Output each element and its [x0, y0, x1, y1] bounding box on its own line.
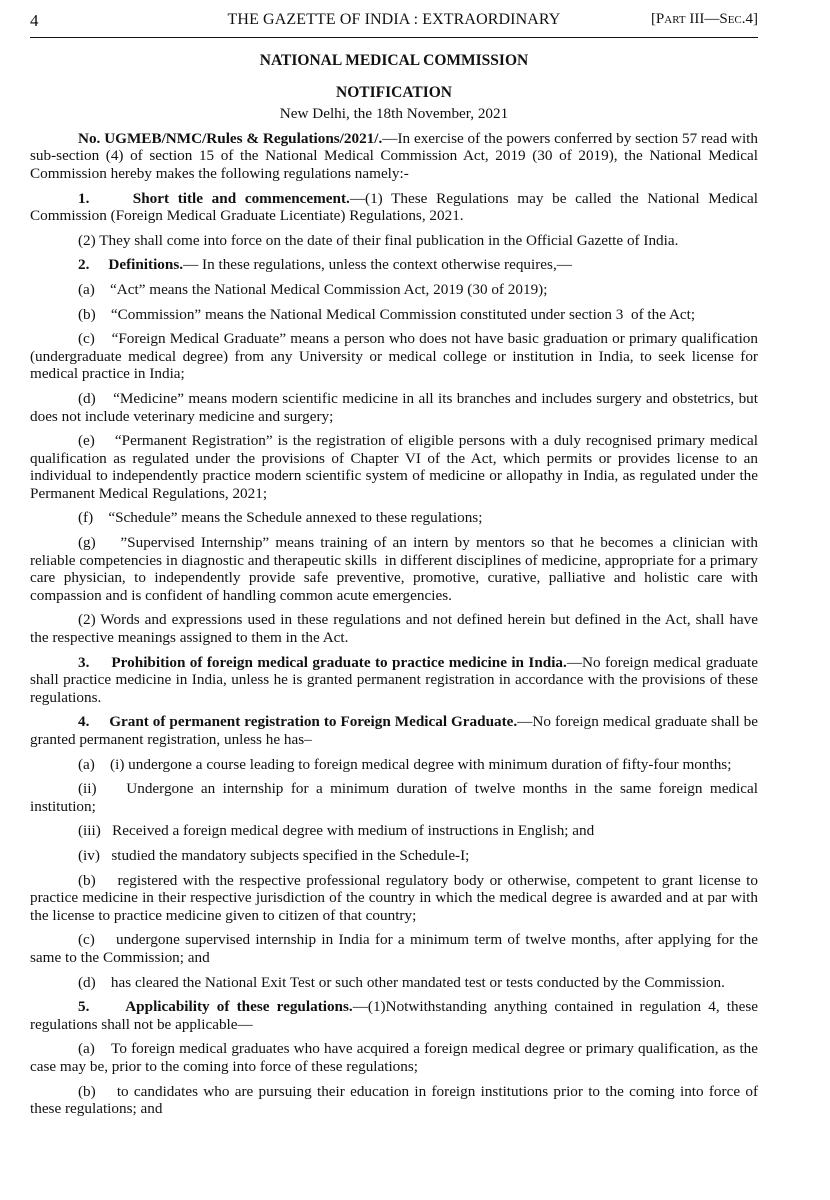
grant-iv: (iv) studied the mandatory subjects specified in the Schedule-I;	[78, 846, 470, 864]
section-2-heading: Definitions.	[108, 256, 184, 274]
applicability-a: (a) To foreign medical graduates who have acquired a foreign medical degree or primary qualification, as the case may be, prior to the coming into force of these regulations;	[30, 1040, 762, 1075]
grant-b: (b) registered with the respective professional regulatory body or otherwise, competent to grant license to practice medicine in their respective jurisdiction of the country in which the medical degree is awarded and at par with the license to practice medicine given to citizen of that country;	[30, 871, 762, 924]
authority-heading: NATIONAL MEDICAL COMMISSION	[259, 52, 529, 69]
grant-c: (c) undergone supervised internship in India for a minimum term of twelve months, after applying for the same to the Commission; and	[30, 931, 762, 966]
definition-f: (f) “Schedule” means the Schedule annexed to these regulations;	[78, 509, 483, 527]
section-5: 5. Applicability of these regulations.—(1)Notwithstanding anything contained in regulation 4, these regulations shall not be applicable—	[30, 998, 759, 1033]
section-3: 3. Prohibition of foreign medical graduate to practice medicine in India.—No foreign medical graduate shall practice medicine in India, unless he is granted permanent registration in accordance with the provisions of these regulations.	[30, 653, 758, 706]
section-3-heading: Prohibition of foreign medical graduate to practice medicine in India.	[111, 653, 567, 671]
notification-heading: NOTIFICATION	[336, 83, 452, 101]
section-2-2: (2) Words and expressions used in these regulations and not defined herein but defined in the Act, shall have the respective meanings assigned to them in the Act.	[30, 611, 758, 647]
reference-number: No. UGMEB/NMC/Rules & Regulations/2021/.	[78, 129, 383, 147]
grant-a: (a) (i) undergone a course leading to foreign medical degree with minimum duration of fifty-four months;	[78, 755, 732, 773]
header-divider	[30, 37, 758, 38]
definition-g: (g) ”Supervised Internship” means training of an intern by mentors so that he becomes a clinician with reliable competencies in diagnostic and therapeutic skills in different disciplines of medicine, appropriate for a primary care physician, to independently provide safe preventive, promotive, curative, palliative and holistic care with compassion and is confident of handling common acute emergencies.	[30, 534, 762, 604]
definition-d: (d) “Medicine” means modern scientific medicine in all its branches and includes surgery and obstetrics, but does not include veterinary medicine and surgery;	[30, 389, 762, 425]
gazette-title: THE GAZETTE OF INDIA : EXTRAORDINARY	[227, 11, 561, 28]
notification-date: New Delhi, the 18th November, 2021	[279, 105, 509, 123]
section-1: 1. Short title and commencement.—(1) These Regulations may be called the National Medical Commission (Foreign Medical Graduate Licentiate) Regulations, 2021.	[30, 189, 759, 225]
page-number: 4	[30, 11, 39, 30]
grant-iii: (iii) Received a foreign medical degree with medium of instructions in English; and	[78, 822, 595, 840]
section-4-heading: Grant of permanent registration to Foreign Medical Graduate.	[109, 713, 518, 731]
section-4: 4. Grant of permanent registration to Foreign Medical Graduate.—No foreign medical graduate shall be granted permanent registration, unless he has–	[30, 713, 759, 748]
section-1-2: (2) They shall come into force on the date of their final publication in the Official Gazette of India.	[78, 231, 679, 249]
section-2: 2. Definitions.— In these regulations, unless the context otherwise requires,—	[78, 256, 572, 274]
page-header	[30, 0, 758, 38]
section-1-heading: Short title and commencement.	[132, 189, 350, 207]
definition-c: (c) “Foreign Medical Graduate” means a person who does not have basic graduation or primary qualification (undergraduate medical degree) from any University or medical college or institution in India, to seek license for medical practice in India;	[30, 330, 762, 383]
grant-d: (d) has cleared the National Exit Test or such other mandated test or tests conducted by the Commission.	[78, 973, 725, 991]
notification-body	[30, 52, 762, 1118]
definition-e: (e) “Permanent Registration” is the registration of eligible persons with a duly recognised primary medical qualification as regulated under the provisions of Chapter VI of the Act, which permits or provides license to an individual to independently practice modern scientific system of medicine or allopathy in India, as regulated under the Permanent Medical Regulations, 2021;	[30, 432, 762, 502]
section-5-heading: Applicability of these regulations.	[125, 998, 353, 1016]
definition-a: (a) “Act” means the National Medical Commission Act, 2019 (30 of 2019);	[78, 280, 548, 298]
grant-ii: (ii) Undergone an internship for a minimum duration of twelve months in the same foreign medical institution;	[30, 780, 762, 815]
applicability-b: (b) to candidates who are pursuing their education in foreign institutions prior to the coming into force of these regulations; and	[30, 1082, 762, 1118]
definition-b: (b) “Commission” means the National Medical Commission constituted under section 3 of the Act;	[78, 305, 696, 323]
preamble-paragraph: No. UGMEB/NMC/Rules & Regulations/2021/.—In exercise of the powers conferred by section 57 read with sub-section (4) of section 15 of the National Medical Commission Act, 2019 (30 of 2019), the National Medical Commission hereby makes the following regulations namely:-	[30, 129, 758, 182]
part-section: [Part III—Sec.4]	[650, 11, 758, 27]
